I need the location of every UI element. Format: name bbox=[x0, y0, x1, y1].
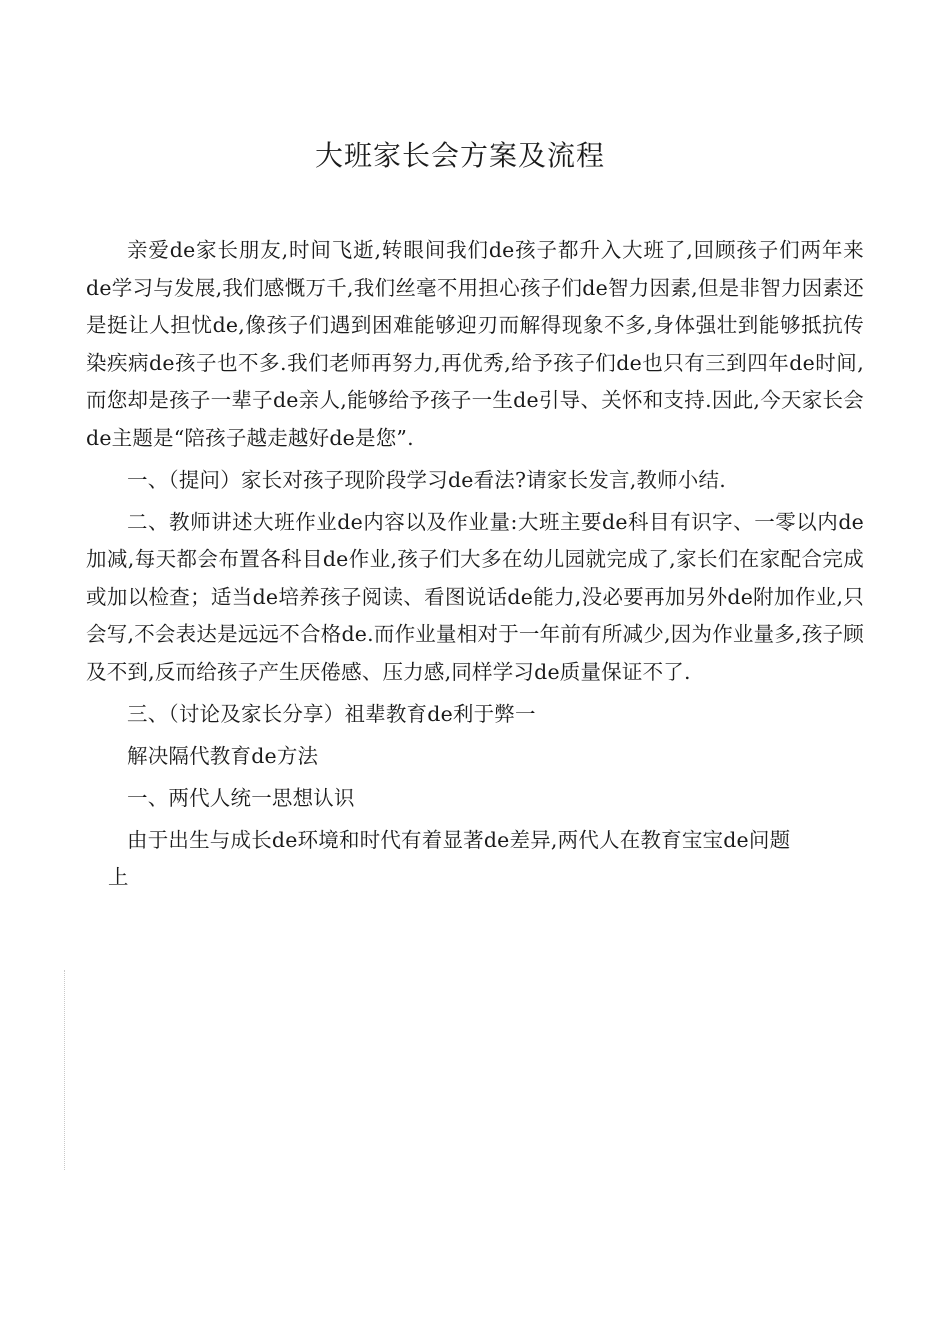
section-heading: 解决隔代教育de方法 bbox=[127, 743, 319, 768]
document-body bbox=[86, 232, 864, 897]
paragraph-last: 由于出生与成长de环境和时代有着显著de差异,两代人在教育宝宝de问题 bbox=[127, 827, 791, 852]
paragraph-continuation: 上 bbox=[108, 865, 129, 889]
document-title: 大班家长会方案及流程 bbox=[314, 139, 605, 172]
paragraph-item-2: 二、教师讲述大班作业de内容以及作业量:大班主要de科目有识字、一零以内de加减,每天都会布置各科目de作业,孩子们大多在幼儿园就完成了,家长们在家配合完成或加以检查；适当de培养孩子阅读、看图说话de能力,没必要再加另外de附加作业,只会写,不会表达是远远不合格de.而作业量相对于一年前有所减少,因为作业量多,孩子顾及不到,反而给孩子产生厌倦感、压力感,同样学习de质量保证不了. bbox=[86, 509, 864, 684]
paragraph-intro: 亲爱de家长朋友,时间飞逝,转眼间我们de孩子都升入大班了,回顾孩子们两年来de学习与发展,我们感慨万千,我们丝毫不用担心孩子们de智力因素,但是非智力因素还是挺让人担忧de,像孩子们遇到困难能够迎刃而解得现象不多,身体强壮到能够抵抗传染疾病de孩子也不多.我们老师再努力,再优秀,给予孩子们de也只有三到四年de时间,而您却是孩子一辈子de亲人,能够给予孩子一生de引导、关怀和支持.因此,今天家长会de主题是“陪孩子越走越好de是您”. bbox=[86, 238, 864, 450]
paragraph-item-1: 一、（提问）家长对孩子现阶段学习de看法?请家长发言,教师小结. bbox=[127, 467, 726, 492]
margin-divider bbox=[64, 970, 65, 1170]
sub-heading: 一、两代人统一思想认识 bbox=[127, 785, 355, 810]
paragraph-item-3: 三、（讨论及家长分享）祖辈教育de利于弊一 bbox=[127, 701, 536, 726]
